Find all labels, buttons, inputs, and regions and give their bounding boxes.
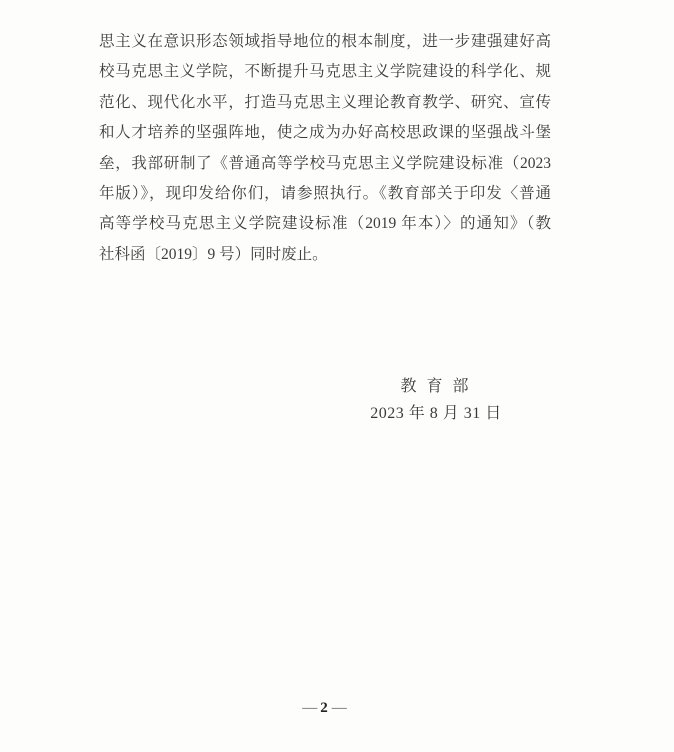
signature-block bbox=[353, 373, 519, 427]
signature-issuer: 教 育 部 bbox=[400, 378, 472, 395]
page-number-right-dash: — bbox=[331, 700, 346, 716]
text-line: 垒，我部研制了《普通高等学校马克思主义学院建设标准（2023 bbox=[99, 154, 551, 172]
text-line: 年版）》，现印发给你们，请参照执行。《教育部关于印发〈普通 bbox=[99, 184, 551, 202]
page-number: 2 bbox=[320, 700, 328, 716]
text-line: 思主义在意识形态领域指导地位的根本制度，进一步建强建好高 bbox=[99, 33, 551, 50]
text-line: 高等学校马克思主义学院建设标准（2019 年本）〉的通知》（教 bbox=[99, 215, 551, 233]
body-paragraph bbox=[99, 27, 551, 270]
text-line: 范化、现代化水平，打造马克思主义理论教育教学、研究、宣传 bbox=[99, 93, 551, 111]
text-line: 校马克思主义学院，不断提升马克思主义学院建设的科学化、规 bbox=[99, 63, 551, 81]
text-line: 和人才培养的坚强阵地，使之成为办好高校思政课的坚强战斗堡 bbox=[99, 124, 551, 142]
signature-date: 2023 年 8 月 31 日 bbox=[370, 405, 502, 422]
page-number-left-dash: — bbox=[302, 700, 317, 716]
text-line: 社科函〔2019〕9 号）同时废止。 bbox=[99, 245, 328, 263]
page-footer bbox=[274, 697, 374, 719]
